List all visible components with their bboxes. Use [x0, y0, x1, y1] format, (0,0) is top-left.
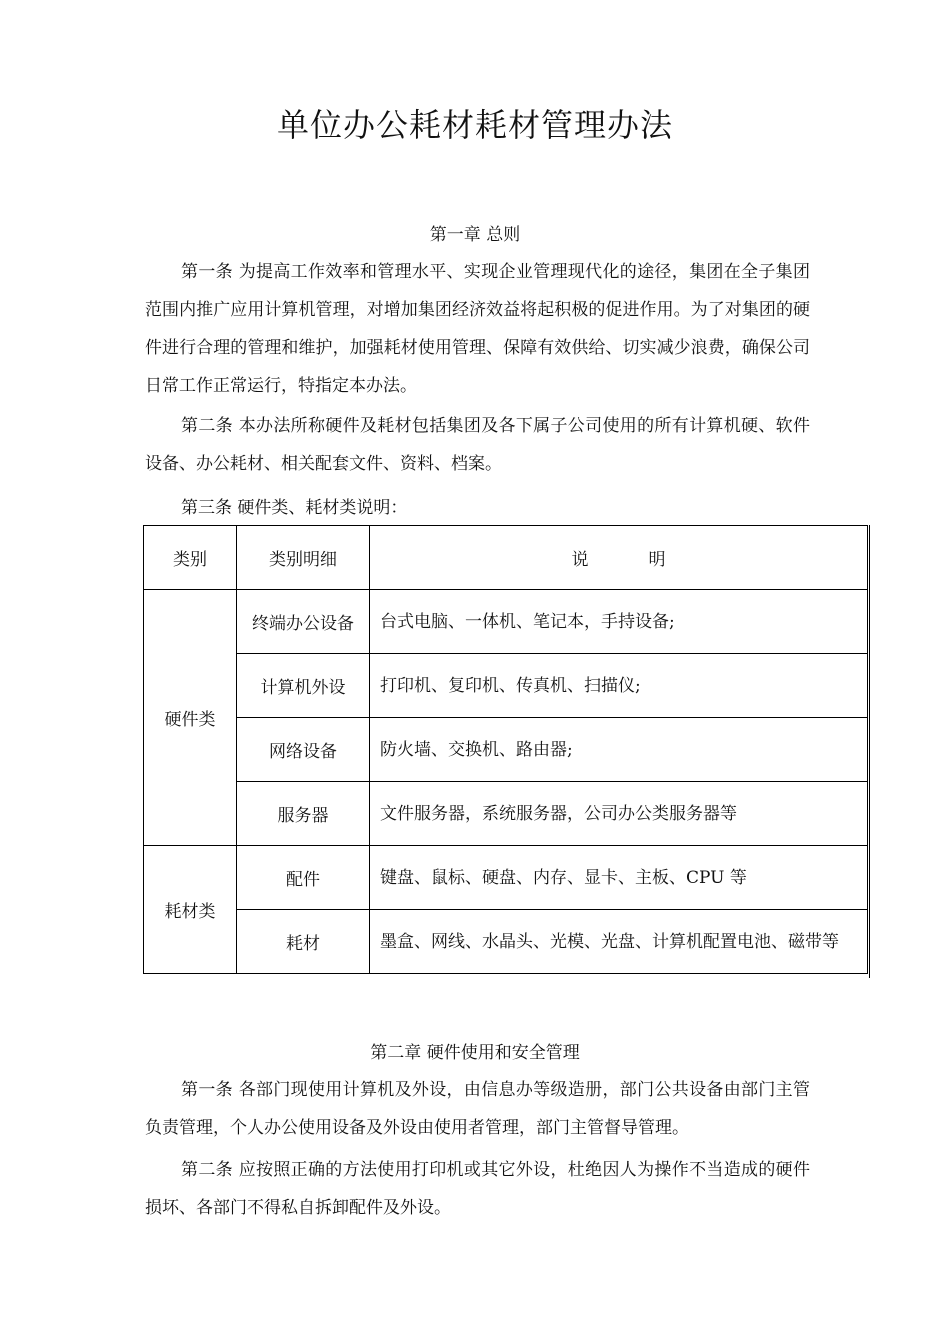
detail-cell: 服务器	[237, 782, 370, 846]
category-table	[143, 525, 868, 974]
table-row	[144, 718, 868, 782]
table-header-row	[144, 526, 868, 590]
header-detail: 类别明细	[237, 526, 370, 590]
category-cell: 硬件类	[144, 590, 237, 846]
detail-cell: 耗材	[237, 910, 370, 974]
description-cell: 墨盒、网线、水晶头、光模、光盘、计算机配置电池、磁带等	[370, 910, 868, 974]
table-row	[144, 654, 868, 718]
table-right-border-line	[869, 525, 870, 978]
description-cell: 防火墙、交换机、路由器;	[370, 718, 868, 782]
header-category: 类别	[144, 526, 237, 590]
description-cell: 文件服务器，系统服务器，公司办公类服务器等	[370, 782, 868, 846]
chapter-1-article-2: 第二条 本办法所称硬件及耗材包括集团及各下属子公司使用的所有计算机硬、软件设备、办公耗材、相关配套文件、资料、档案。	[145, 416, 810, 474]
chapter-1-article-3: 第三条 硬件类、耗材类说明：	[181, 498, 408, 518]
description-cell: 键盘、鼠标、硬盘、内存、显卡、主板、CPU 等	[370, 846, 868, 910]
header-description: 说明	[370, 526, 868, 590]
description-cell: 台式电脑、一体机、笔记本，手持设备;	[370, 590, 868, 654]
detail-cell: 计算机外设	[237, 654, 370, 718]
chapter-2-article-1: 第一条 各部门现使用计算机及外设，由信息办等级造册，部门公共设备由部门主管负责管理，个人办公使用设备及外设由使用者管理，部门主管督导管理。	[145, 1080, 810, 1138]
description-cell: 打印机、复印机、传真机、扫描仪;	[370, 654, 868, 718]
category-cell: 耗材类	[144, 846, 237, 974]
table-row	[144, 782, 868, 846]
chapter-2-article-2: 第二条 应按照正确的方法使用打印机或其它外设，杜绝因人为操作不当造成的硬件损坏、各部门不得私自拆卸配件及外设。	[145, 1160, 810, 1218]
document-title: 单位办公耗材耗材管理办法	[276, 106, 673, 144]
chapter-1-heading: 第一章 总则	[429, 225, 521, 245]
chapter-2-heading: 第二章 硬件使用和安全管理	[370, 1043, 580, 1063]
table-row	[144, 910, 868, 974]
detail-cell: 配件	[237, 846, 370, 910]
table-row	[144, 590, 868, 654]
chapter-1-article-1: 第一条 为提高工作效率和管理水平、实现企业管理现代化的途径，集团在全子集团范围内推广应用计算机管理，对增加集团经济效益将起积极的促进作用。为了对集团的硬件进行合理的管理和维护，加强耗材使用管理、保障有效供给、切实减少浪费，确保公司日常工作正常运行，特指定本办法。	[145, 262, 810, 396]
detail-cell: 终端办公设备	[237, 590, 370, 654]
detail-cell: 网络设备	[237, 718, 370, 782]
table-row	[144, 846, 868, 910]
